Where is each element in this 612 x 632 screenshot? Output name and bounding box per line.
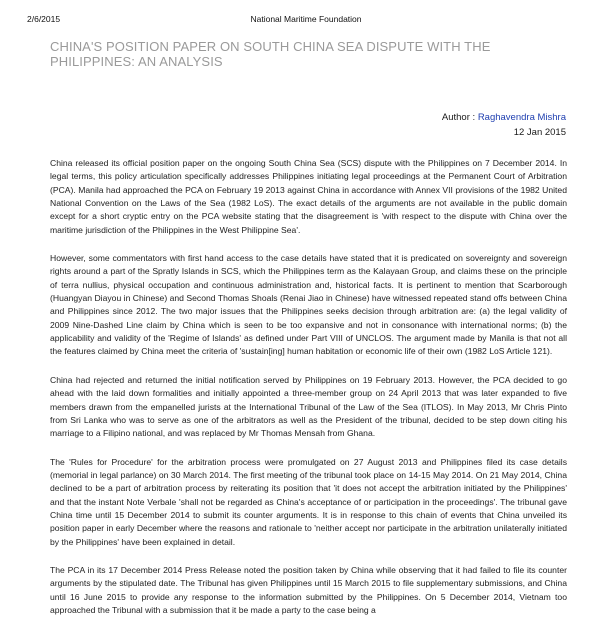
- article-title: CHINA'S POSITION PAPER ON SOUTH CHINA SEA DISPUTE WITH THE PHILIPPINES: AN ANALYSIS: [50, 39, 491, 69]
- paragraph: The PCA in its 17 December 2014 Press Release noted the position taken by China while observing that it had failed to file its counter arguments by the stipulated date. The Tribunal has given Philippines until 15 March 2015 to file supplementary submissions, and China until 16 June 2015 to provide any response to the information submitted by the Philippines. On 5 December 2014, Vietnam too approached the Tribunal with a submission that it be made a party to the case being a: [50, 564, 567, 615]
- author-line: [442, 112, 566, 123]
- article-body: [50, 157, 567, 632]
- paragraph: China had rejected and returned the initial notification served by Philippines on 19 February 2013. However, the PCA decided to go ahead with the laid down formalities and initially appointed a three-member group on 24 April 2013 that was later expanded to five members drawn from the empanelled jurists at the International Tribunal of the Law of the Sea (ITLOS). In May 2013, Mr Chris Pinto from Sri Lanka who was to serve as one of the arbitrators as well as the President of the tribunal, decided to be step down citing his marriage to a Filipino national, and was replaced by Mr Thomas Mensah from Ghana.: [50, 374, 567, 439]
- paragraph: China released its official position paper on the ongoing South China Sea (SCS) dispute with the Philippines on 7 December 2014. In legal terms, this policy articulation specifically addresses Philippines initiating legal proceedings at the Permanent Court of Arbitration (PCA). Manila had approached the PCA on February 19 2013 against China in accordance with Annex VII provisions of the 1982 United National Convention on the Laws of the Sea (1982 LoS). The exact details of the arguments are not available in the public domain except for a short cryptic entry on the PCA website stating that the disagreement is 'with respect to the dispute with China over the maritime jurisdiction of the Philippines in the West Philippine Sea'.: [50, 158, 567, 235]
- site-name: National Maritime Foundation: [250, 14, 362, 24]
- print-date: 2/6/2015: [27, 14, 61, 24]
- author-link[interactable]: Raghavendra Mishra: [477, 112, 566, 123]
- paragraph: However, some commentators with first hand access to the case details have stated that it is predicated on sovereignty and sovereign rights around a part of the Spratly Islands in SCS, which the Philippines term as the Kalayaan Group, and claims these on the principle of terra nullius, physical occupation and continuous administration and, historical facts. It is pertinent to mention that Scarborough (Huangyan Diayou in Chinese) and Second Thomas Shoals (Renai Jiao in Chinese) have witnessed repeated stand offs between China and Philippines since 2012. The two major issues that the Philippines seeks decision through arbitration are: (a) the legal validity of 2009 Nine-Dashed Line claim by China which is seen to be too expansive and not in consonance with international norms; (b) the applicability and validity of the 'Regime of Islands' as defined under Part VIII of UNCLOS. The argument made by Manila is that not all the features claimed by China meet the criteria of 'sustain[ing] human habitation or economic life of their own (1982 LoS Article 121).: [50, 253, 567, 357]
- paragraph: The 'Rules for Procedure' for the arbitration process were promulgated on 27 August 2013 and Philippines filed its case details (memorial in legal parlance) on 30 March 2014. The first meeting of the tribunal took place on 14-15 May 2014. On 21 May 2014, China declined to be a part of arbitration process by reiterating its position that 'it does not accept the arbitration initiated by the Philippines' and that the instant Note Verbale 'shall not be regarded as China's acceptance of or participation in the proceedings'. The tribunal gave China time until 15 December 2014 to submit its counter arguments. It is in response to this chain of events that China unveiled its position paper in early December where the reasons and rationale to 'neither accept nor participate in the arbitration unilaterally initiated by the Philippines' have been explained in detail.: [50, 456, 567, 547]
- publish-date: 12 Jan 2015: [513, 127, 566, 138]
- author-label: Author :: [441, 112, 476, 123]
